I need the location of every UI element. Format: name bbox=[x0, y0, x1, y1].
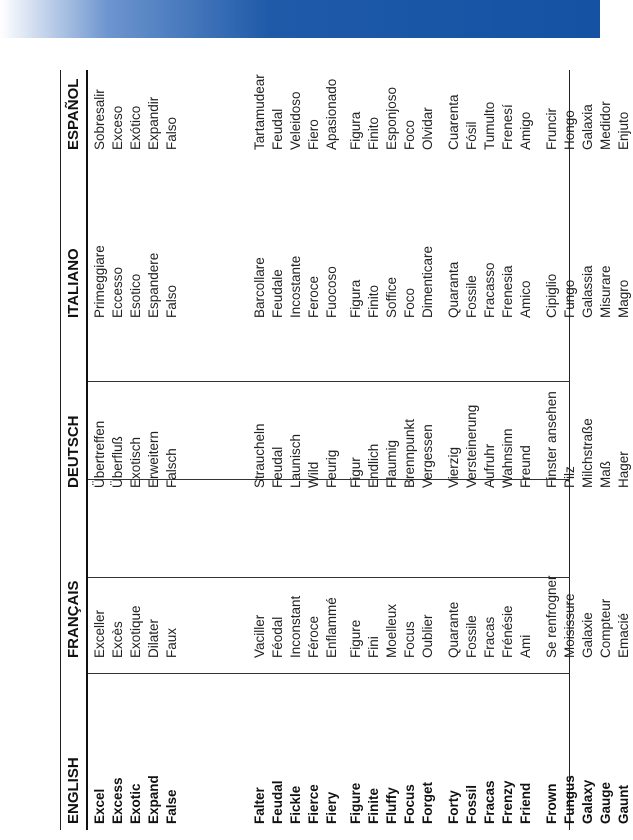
spanish-word: Fruncir bbox=[544, 107, 559, 150]
french-word: Exotique bbox=[128, 605, 143, 658]
italian-word: Feroce bbox=[306, 275, 321, 318]
italian-word: Fungo bbox=[562, 279, 577, 318]
french-word: Exceller bbox=[92, 609, 107, 658]
english-word: Fungus bbox=[562, 775, 577, 824]
spanish-word: Veleidoso bbox=[288, 91, 303, 150]
italian-word: Feudale bbox=[270, 269, 285, 318]
table-row bbox=[579, 70, 597, 830]
spanish-word: Medidor bbox=[598, 101, 613, 150]
french-word: Emacié bbox=[616, 612, 631, 658]
table-row bbox=[597, 70, 615, 830]
italian-word: Dimenticare bbox=[420, 245, 435, 318]
german-word: Milchstraße bbox=[580, 418, 595, 488]
german-word: Falsch bbox=[164, 448, 179, 488]
german-word: Finster ansehen bbox=[544, 391, 559, 488]
spanish-word: Frenesí bbox=[500, 104, 515, 150]
german-word: Aufruhr bbox=[482, 443, 497, 488]
german-word: Übertreffen bbox=[92, 420, 107, 488]
english-word: Fracas bbox=[482, 780, 497, 824]
spanish-word: Enjuto bbox=[616, 111, 631, 150]
header-deutsch: DEUTSCH bbox=[65, 415, 82, 488]
italian-word: Incostante bbox=[288, 255, 303, 318]
spanish-word: Amigo bbox=[518, 111, 533, 150]
italian-word: Fracasso bbox=[482, 262, 497, 318]
german-word: Hager bbox=[616, 451, 631, 488]
french-word: Oublier bbox=[420, 614, 435, 658]
german-word: Flaumig bbox=[384, 439, 399, 488]
french-word: Moelleux bbox=[384, 603, 399, 658]
german-word: Erweitern bbox=[146, 430, 161, 488]
vocabulary-table bbox=[60, 70, 631, 830]
italian-word: Magro bbox=[616, 279, 631, 318]
italian-word: Fuocoso bbox=[324, 266, 339, 318]
italian-word: Misurare bbox=[598, 265, 613, 318]
spanish-word: Apasionado bbox=[324, 78, 339, 150]
english-word: Finite bbox=[366, 788, 381, 824]
word-group bbox=[88, 70, 631, 830]
french-word: Fini bbox=[366, 636, 381, 658]
french-word: Dilater bbox=[146, 618, 161, 658]
french-word: Fracas bbox=[482, 616, 497, 658]
german-word: Launisch bbox=[288, 433, 303, 488]
english-word: Frown bbox=[544, 783, 559, 824]
italian-word: Foco bbox=[402, 287, 417, 318]
french-word: Moisissure bbox=[562, 593, 577, 658]
header-band bbox=[0, 0, 600, 38]
spanish-word: Galaxia bbox=[580, 104, 595, 150]
header-francais: FRANÇAIS bbox=[65, 580, 82, 658]
german-word: Brennpunkt bbox=[402, 418, 417, 488]
italian-word: Barcollare bbox=[252, 257, 267, 318]
italian-word: Finito bbox=[366, 284, 381, 318]
english-word: Gaunt bbox=[616, 785, 631, 824]
english-word: Fierce bbox=[306, 784, 321, 824]
german-word: Feudal bbox=[270, 446, 285, 488]
french-word: Compteur bbox=[598, 598, 613, 658]
spanish-word: Falso bbox=[164, 116, 179, 150]
french-word: Se renfrogner bbox=[544, 575, 559, 658]
english-word: Friend bbox=[518, 782, 533, 824]
french-word: Faux bbox=[164, 627, 179, 658]
english-word: Excess bbox=[110, 777, 125, 824]
french-word: Ami bbox=[518, 634, 533, 658]
spanish-word: Tumulto bbox=[482, 101, 497, 150]
german-word: Endlich bbox=[366, 443, 381, 488]
english-word: Figure bbox=[348, 782, 363, 824]
spanish-word: Figura bbox=[348, 111, 363, 150]
german-word: Wahnsinn bbox=[500, 428, 515, 488]
english-word: Expand bbox=[146, 775, 161, 824]
spanish-word: Foco bbox=[402, 119, 417, 150]
german-word: Wild bbox=[306, 461, 321, 488]
italian-word: Soffice bbox=[384, 276, 399, 318]
english-word: Falter bbox=[252, 787, 267, 824]
spanish-word: Fósil bbox=[464, 121, 479, 150]
german-word: Freund bbox=[518, 445, 533, 488]
english-word: Fickle bbox=[288, 785, 303, 824]
german-word: Überfluß bbox=[110, 436, 125, 488]
table-row bbox=[561, 70, 579, 830]
french-word: Frénésie bbox=[500, 605, 515, 658]
german-word: Figur bbox=[348, 457, 363, 488]
french-word: Galaxie bbox=[580, 612, 595, 658]
spanish-word: Cuarenta bbox=[446, 94, 461, 150]
french-word: Fossile bbox=[464, 615, 479, 658]
english-word: Fossil bbox=[464, 784, 479, 824]
english-word: Exotic bbox=[128, 783, 143, 824]
english-word: Forty bbox=[446, 790, 461, 824]
english-word: Frenzy bbox=[500, 780, 515, 824]
german-word: Vergessen bbox=[420, 424, 435, 488]
italian-word: Amico bbox=[518, 280, 533, 318]
italian-word: Galassia bbox=[580, 265, 595, 318]
german-word: Versteinerung bbox=[464, 404, 479, 488]
italian-word: Eccesso bbox=[110, 266, 125, 318]
italian-word: Espandere bbox=[146, 252, 161, 318]
french-word: Féodal bbox=[270, 616, 285, 658]
spanish-word: Hongo bbox=[562, 110, 577, 150]
english-word: Fluffy bbox=[384, 787, 399, 824]
english-word: False bbox=[164, 789, 179, 824]
french-word: Enflammé bbox=[324, 597, 339, 658]
spanish-word: Esponjoso bbox=[384, 86, 399, 150]
header-english: ENGLISH bbox=[65, 757, 82, 824]
spanish-word: Olvidar bbox=[420, 107, 435, 150]
french-word: Vaciller bbox=[252, 614, 267, 658]
header-italiano: ITALIANO bbox=[65, 248, 82, 318]
german-word: Feurig bbox=[324, 449, 339, 488]
spanish-word: Feudal bbox=[270, 108, 285, 150]
german-word: Vierzig bbox=[446, 446, 461, 488]
french-word: Focus bbox=[402, 621, 417, 658]
table-border-left bbox=[60, 70, 61, 830]
english-word: Feudal bbox=[270, 780, 285, 824]
french-word: Figure bbox=[348, 619, 363, 658]
spanish-word: Sobresalir bbox=[92, 89, 107, 150]
english-word: Fiery bbox=[324, 791, 339, 824]
italian-word: Frenesia bbox=[500, 265, 515, 318]
header-espanol: ESPAÑOL bbox=[65, 78, 82, 150]
german-word: Exotisch bbox=[128, 436, 143, 488]
german-word: Straucheln bbox=[252, 423, 267, 488]
spanish-word: Exótico bbox=[128, 105, 143, 150]
spanish-word: Finito bbox=[366, 116, 381, 150]
english-word: Forget bbox=[420, 782, 435, 824]
english-word: Gauge bbox=[598, 781, 613, 824]
spanish-word: Tartamudear bbox=[252, 74, 267, 150]
english-word: Excel bbox=[92, 788, 107, 824]
spanish-word: Fiero bbox=[306, 119, 321, 150]
french-word: Inconstant bbox=[288, 595, 303, 658]
french-word: Excès bbox=[110, 621, 125, 658]
spanish-word: Expandir bbox=[146, 96, 161, 150]
french-word: Quarante bbox=[446, 601, 461, 658]
german-word: Pilz bbox=[562, 466, 577, 488]
spanish-word: Exceso bbox=[110, 105, 125, 150]
english-word: Focus bbox=[402, 784, 417, 824]
english-word: Galaxy bbox=[580, 779, 595, 824]
table-row bbox=[615, 70, 633, 830]
italian-word: Quaranta bbox=[446, 261, 461, 318]
german-word: Maß bbox=[598, 461, 613, 488]
italian-word: Fossile bbox=[464, 275, 479, 318]
french-word: Féroce bbox=[306, 615, 321, 658]
italian-word: Primeggiare bbox=[92, 245, 107, 318]
table-row bbox=[543, 70, 561, 830]
italian-word: Falso bbox=[164, 284, 179, 318]
italian-word: Figura bbox=[348, 279, 363, 318]
italian-word: Cipiglio bbox=[544, 273, 559, 318]
italian-word: Esotico bbox=[128, 273, 143, 318]
